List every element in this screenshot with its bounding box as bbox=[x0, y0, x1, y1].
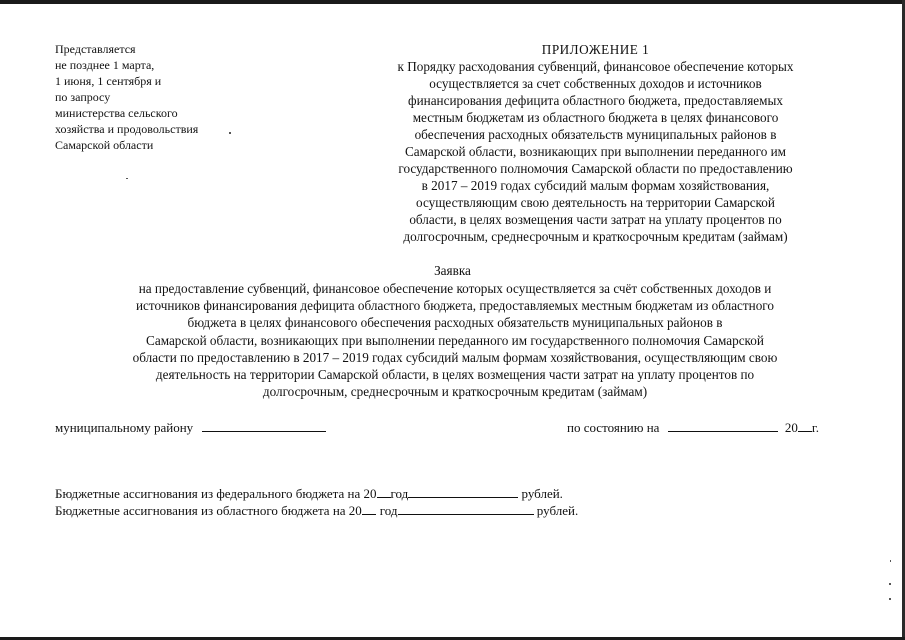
appendix-line: местным бюджетам из областного бюджета в целях финансового bbox=[412, 110, 779, 125]
appendix-line: государственного полномочия Самарской области по предоставлению bbox=[398, 161, 793, 176]
appendix-line: долгосрочным, среднесрочным и краткосрочным кредитам (займам) bbox=[403, 229, 788, 244]
regional-budget-row bbox=[55, 501, 578, 519]
scan-speck bbox=[889, 583, 891, 585]
district-label: муниципальному району bbox=[55, 420, 194, 435]
date-year-suffix: г. bbox=[811, 420, 820, 435]
submission-note-line: по запросу bbox=[55, 90, 111, 104]
date-year-blank[interactable] bbox=[798, 418, 812, 432]
federal-amount-blank[interactable] bbox=[408, 484, 518, 498]
appendix-line: в 2017 – 2019 годах субсидий малым формам хозяйствования, bbox=[421, 178, 770, 193]
application-line: бюджета в целях финансового обеспечения расходных обязательств муниципальных районов в bbox=[187, 315, 723, 331]
appendix-line: области, в целях возмещения части затрат на уплату процентов по bbox=[409, 212, 782, 227]
application-description bbox=[40, 280, 870, 400]
scan-speck bbox=[229, 132, 231, 134]
appendix-header bbox=[352, 41, 839, 245]
appendix-line: осуществляется за счет собственных доходов и источников bbox=[429, 76, 762, 91]
application-line: Самарской области, возникающих при выполнении переданного им государственного полномочия Самарской bbox=[146, 332, 764, 348]
application-line: деятельность на территории Самарской области, в целях возмещения части затрат на уплату процентов по bbox=[155, 367, 755, 383]
federal-year-word: год bbox=[390, 486, 409, 501]
regional-unit: рублей. bbox=[536, 503, 579, 518]
application-line: долгосрочным, среднесрочным и краткосрочным кредитам (займам) bbox=[262, 384, 648, 400]
submission-note-line: Самарской области bbox=[55, 138, 154, 152]
regional-year-word: год bbox=[379, 503, 398, 518]
regional-year-blank[interactable] bbox=[362, 501, 376, 515]
district-row bbox=[55, 418, 326, 436]
scan-speck bbox=[889, 598, 891, 600]
federal-budget-row bbox=[55, 484, 563, 502]
federal-unit: рублей. bbox=[521, 486, 563, 501]
application-line: на предоставление субвенций, финансовое обеспечение которых осуществляется за счёт собственных доходов и bbox=[138, 281, 772, 296]
date-year-prefix: 20 bbox=[784, 420, 798, 435]
appendix-line: осуществляющим свою деятельность на территории Самарской bbox=[416, 195, 775, 210]
submission-note-line: не позднее 1 марта, bbox=[55, 58, 155, 72]
submission-note-line: Представляется bbox=[55, 42, 136, 56]
scan-speck bbox=[126, 178, 128, 179]
submission-note-line: хозяйства и продовольствия bbox=[55, 122, 199, 136]
submission-note-line: 1 июня, 1 сентября и bbox=[55, 74, 162, 88]
scan-speck bbox=[890, 560, 891, 562]
regional-budget-label: Бюджетные ассигнования из областного бюджета на 20 bbox=[55, 503, 362, 518]
application-line: источников финансирования дефицита областного бюджета, предоставляемых местным бюджетам из областного bbox=[135, 298, 774, 314]
scan-edge-top bbox=[0, 0, 905, 4]
appendix-title: ПРИЛОЖЕНИЕ 1 bbox=[541, 42, 650, 57]
appendix-line: обеспечения расходных обязательств муниципальных районов в bbox=[414, 127, 777, 142]
submission-note-line: министерства сельского bbox=[55, 106, 178, 120]
date-row bbox=[567, 418, 819, 436]
application-line: области по предоставлению в 2017 – 2019 годах субсидий малым формам хозяйствования, осуществляющим свою bbox=[132, 349, 778, 365]
federal-year-blank[interactable] bbox=[377, 484, 391, 498]
federal-budget-label: Бюджетные ассигнования из федерального бюджета на 20 bbox=[55, 486, 377, 501]
appendix-line: к Порядку расходования субвенций, финансовое обеспечение которых bbox=[397, 59, 794, 74]
application-title: Заявка bbox=[434, 263, 471, 278]
submission-note bbox=[55, 41, 245, 153]
date-label: по состоянию на bbox=[567, 420, 660, 435]
date-blank[interactable] bbox=[668, 418, 778, 432]
district-name-blank[interactable] bbox=[202, 418, 326, 432]
appendix-line: финансирования дефицита областного бюджета, предоставляемых bbox=[408, 93, 783, 108]
regional-amount-blank[interactable] bbox=[398, 501, 534, 515]
appendix-line: Самарской области, возникающих при выполнении переданного им bbox=[405, 144, 786, 159]
